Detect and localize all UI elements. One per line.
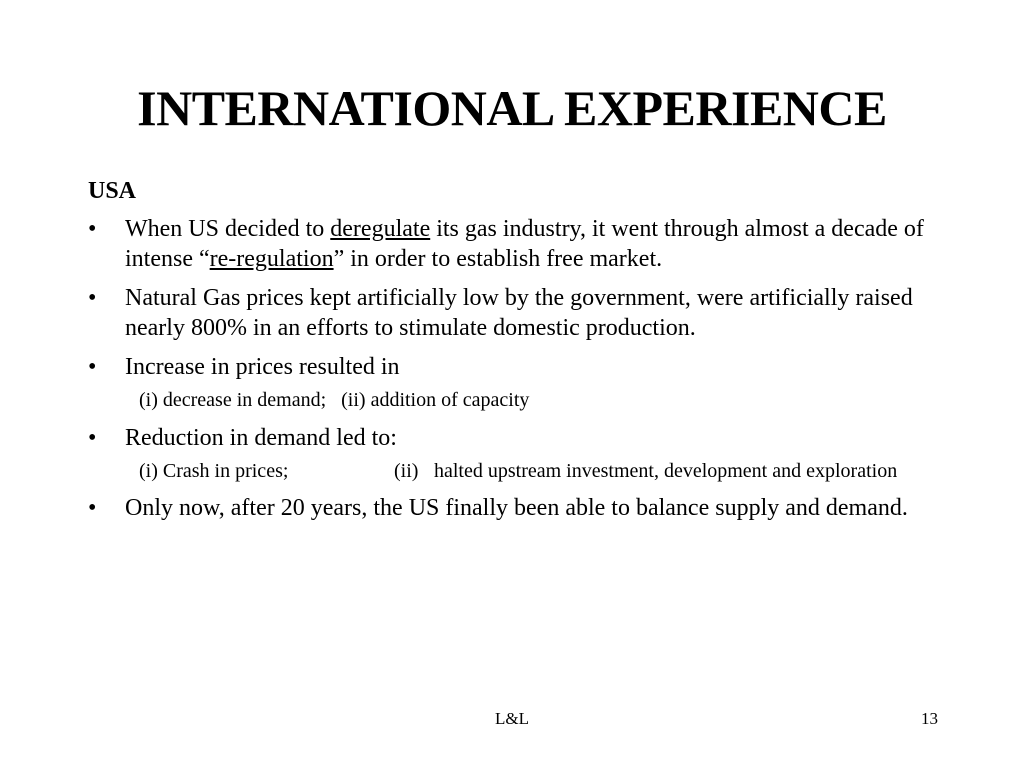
bullet-text: Increase in prices resulted in [125,354,400,380]
slide-body [88,176,948,532]
bullet-dot-icon: • [88,354,97,380]
sub-point-price-effects: (i) decrease in demand; (ii) addition of capacity [139,389,530,411]
footer-label: L&L [495,709,529,728]
bullet-text: Only now, after 20 years, the US finally been able to balance supply and demand. [125,495,908,521]
bullet-text: Natural Gas prices kept artificially low by the government, were artificially raised nearly 800% in an efforts to stimulate domestic production. [125,285,913,341]
bullet-dot-icon: • [88,285,97,311]
bullet-item-demand-reduction [88,423,948,453]
sub-point-demand-effects [139,458,948,485]
bullet-dot-icon: • [88,425,97,451]
bullet-text: Reduction in demand led to: [125,425,397,451]
bullet-text: ” in order to establish free market. [333,246,663,272]
bullet-item-deregulation [88,214,948,274]
slide-title: INTERNATIONAL EXPERIENCE [137,80,887,136]
sub-point-right [394,458,944,485]
sub-point-right-label: (ii) [394,460,419,482]
underlined-term-deregulate: deregulate [330,216,431,242]
page-number: 13 [921,709,938,728]
sub-point-left: (i) Crash in prices; [139,460,289,482]
bullet-text: its gas industry, it went through almost a decade of intense “ [125,216,924,272]
underlined-term-re-regulation: re-regulation [209,246,334,272]
bullet-dot-icon: • [88,216,97,242]
bullet-item-price-increase [88,352,948,382]
sub-point-right-text: halted upstream investment, development and exploration [434,460,898,482]
section-heading: USA [88,178,137,204]
bullet-dot-icon: • [88,495,97,521]
bullet-item-balance [88,493,948,523]
bullet-text: When US decided to [125,216,331,242]
bullet-item-price-raise [88,283,948,343]
